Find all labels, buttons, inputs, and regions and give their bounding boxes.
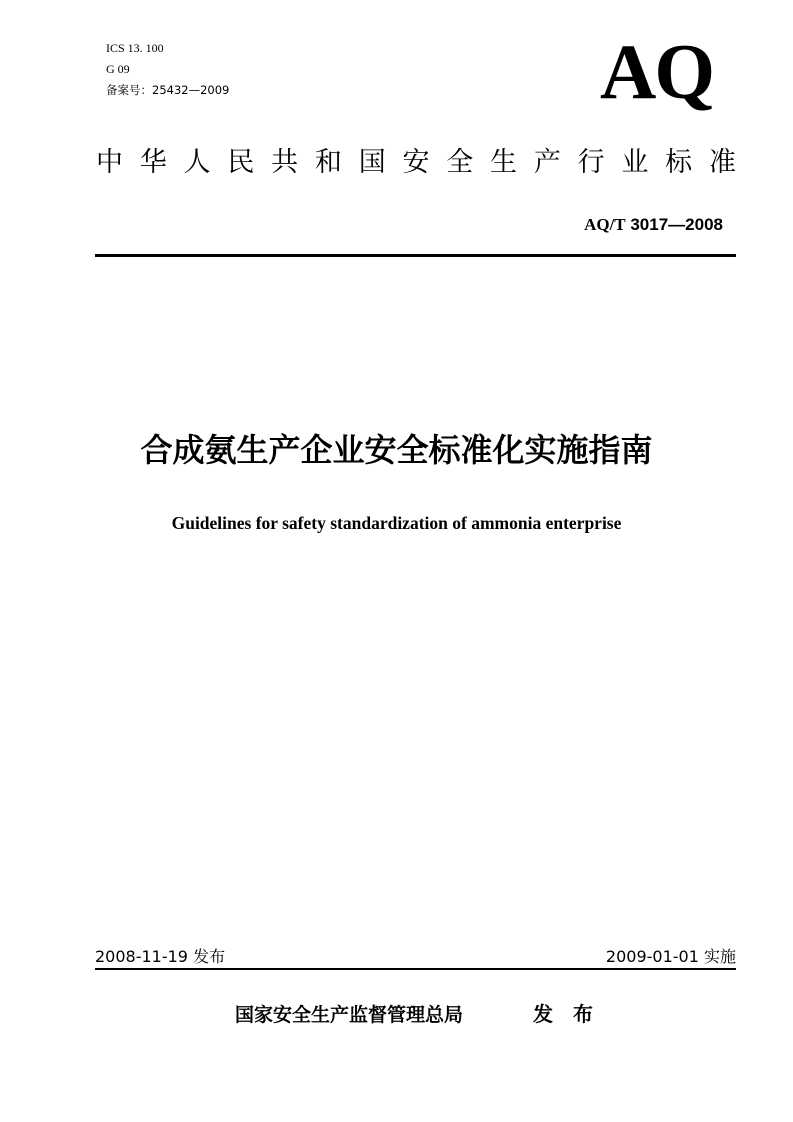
publisher: 国家安全生产监督管理总局: [235, 1004, 464, 1026]
issue-date: 2008-11-19 发布: [95, 947, 226, 966]
title-char: 安: [402, 147, 430, 178]
title-char: 华: [139, 147, 167, 178]
title-char: 和: [314, 147, 342, 178]
title-char: 中: [96, 147, 123, 178]
title-char: 生: [490, 147, 518, 178]
effective-date: 2009-01-01 实施: [605, 947, 736, 966]
document-title-english: Guidelines for safety standardization of ammonia enterprise: [171, 513, 622, 533]
title-char: 产: [533, 147, 561, 178]
title-char: 业: [621, 147, 649, 178]
ics-code: ICS 13. 100: [106, 41, 164, 55]
title-char: 共: [271, 147, 299, 178]
header-divider: [95, 254, 736, 257]
title-char: 准: [708, 147, 736, 178]
footer-divider: [95, 968, 736, 970]
standard-code: [584, 214, 723, 236]
title-char: 标: [665, 147, 693, 178]
publish-label: 发布: [533, 1002, 613, 1026]
document-title-chinese: 合成氨生产企业安全标准化实施指南: [140, 431, 653, 469]
aq-logo: AQ: [600, 28, 713, 115]
standard-code-number: 3017—2008: [625, 215, 723, 234]
standard-code-prefix: AQ/T: [584, 215, 626, 234]
title-char: 行: [577, 147, 605, 178]
title-char: 民: [227, 147, 255, 178]
title-char: 国: [358, 147, 386, 178]
ccs-code: G 09: [106, 62, 130, 76]
standard-category-title: [96, 145, 736, 181]
filing-number: 备案号：25432—2009: [106, 83, 230, 97]
title-char: 人: [183, 147, 211, 178]
title-char: 全: [446, 147, 474, 178]
